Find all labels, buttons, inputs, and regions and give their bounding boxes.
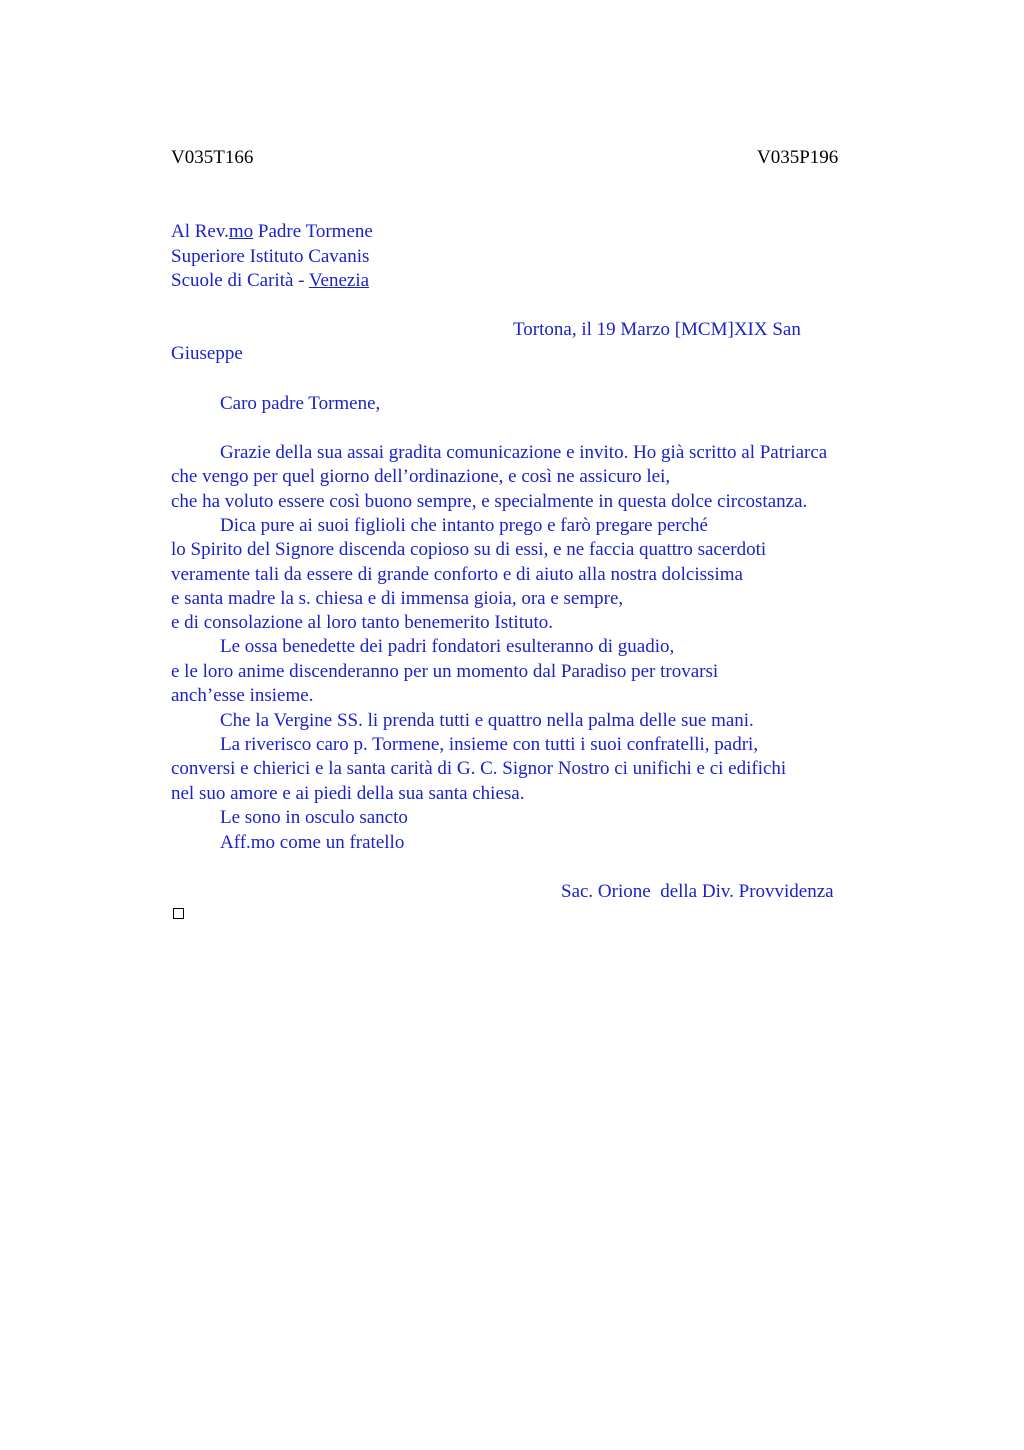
address-line-1-prefix: Al Rev. — [171, 221, 229, 242]
body-line: veramente tali da essere di grande conforto e di aiuto alla nostra dolcissima — [171, 564, 743, 585]
document-code-left: V035T166 — [171, 147, 254, 168]
body-line: nel suo amore e ai piedi della sua santa chiesa. — [171, 783, 525, 804]
body-line: e di consolazione al loro tanto benemerito Istituto. — [171, 612, 554, 633]
body-line: conversi e chierici e la santa carità di G. C. Signor Nostro ci unifichi e ci edifichi — [171, 758, 787, 779]
body-line: Dica pure ai suoi figlioli che intanto prego e farò pregare perché — [220, 515, 708, 536]
closing-line: Aff.mo come un fratello — [220, 832, 405, 853]
body-line: lo Spirito del Signore discenda copioso su di essi, e ne faccia quattro sacerdoti — [171, 539, 767, 560]
document-code-right: V035P196 — [757, 147, 839, 168]
body-line: La riverisco caro p. Tormene, insieme con tutti i suoi confratelli, padri, — [220, 734, 759, 755]
address-line-1 — [171, 220, 373, 244]
body-line: Grazie della sua assai gradita comunicazione e invito. Ho già scritto al Patriarca — [220, 442, 828, 463]
salutation: Caro padre Tormene, — [220, 393, 381, 414]
empty-checkbox-icon — [173, 908, 184, 919]
body-line: Le ossa benedette dei padri fondatori esulteranno di guadio, — [220, 636, 675, 657]
body-line: e le loro anime discenderanno per un momento dal Paradiso per trovarsi — [171, 661, 719, 682]
address-line-2: Superiore Istituto Cavanis — [171, 246, 370, 267]
address-line-3-prefix: Scuole di Carità - — [171, 270, 309, 291]
address-line-3 — [171, 269, 369, 293]
closing-line: Le sono in osculo sancto — [220, 807, 408, 828]
body-line: che ha voluto essere così buono sempre, e specialmente in questa dolce circostanza. — [171, 491, 808, 512]
signature: Sac. Orione della Div. Provvidenza — [561, 881, 834, 902]
body-line: che vengo per quel giorno dell’ordinazione, e così ne assicuro lei, — [171, 466, 671, 487]
body-line: anch’esse insieme. — [171, 685, 314, 706]
dateline: Tortona, il 19 Marzo [MCM]XIX San — [513, 319, 801, 340]
dateline-continuation: Giuseppe — [171, 343, 243, 364]
address-line-1-underlined: mo — [228, 221, 254, 242]
body-line: e santa madre la s. chiesa e di immensa gioia, ora e sempre, — [171, 588, 624, 609]
body-line: Che la Vergine SS. li prenda tutti e quattro nella palma delle sue mani. — [220, 710, 754, 731]
address-line-3-underlined: Venezia — [308, 270, 370, 291]
address-line-1-suffix: Padre Tormene — [253, 221, 373, 242]
